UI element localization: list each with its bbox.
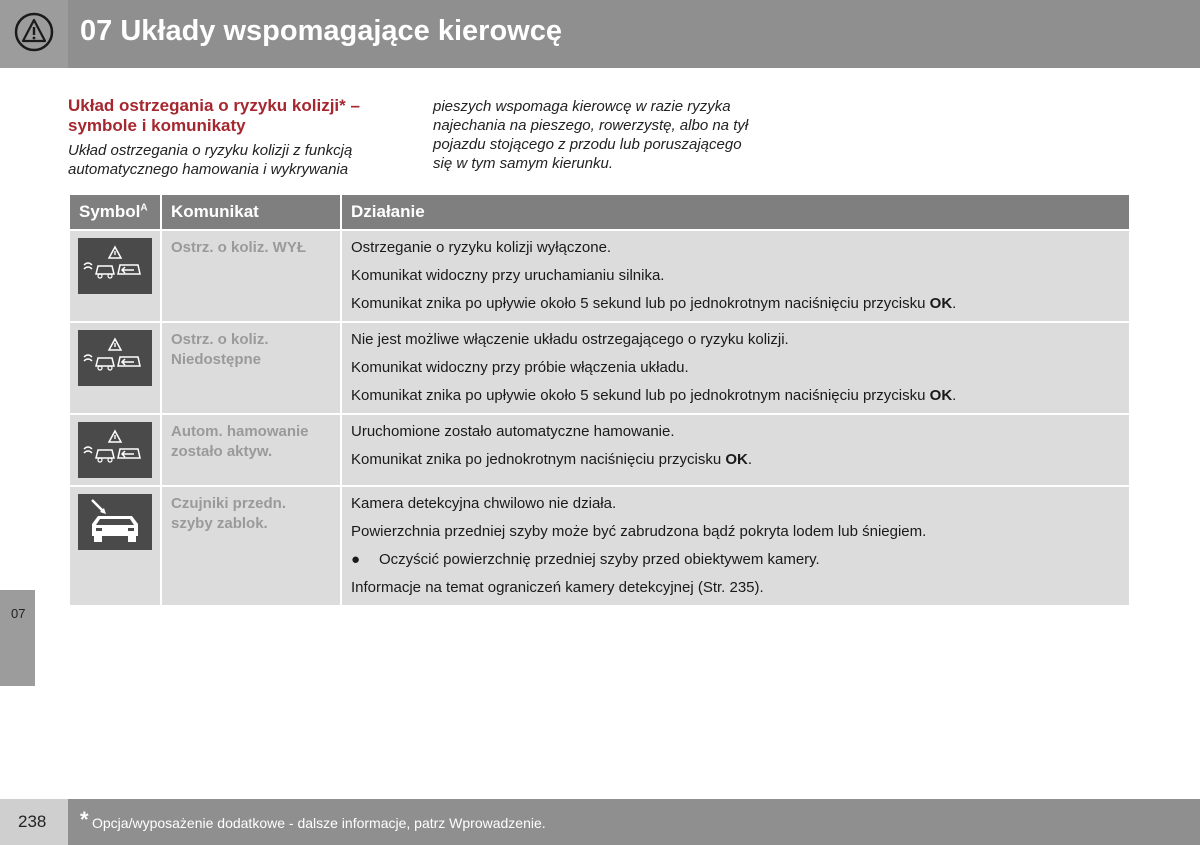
action-line: Komunikat znika po upływie około 5 sekund lub po jednokrotnym naciśnięciu przycisku OK. bbox=[351, 387, 957, 404]
table-row bbox=[70, 323, 1129, 413]
footnote-text: Opcja/wyposażenie dodatkowe - dalsze informacje, patrz Wprowadzenie. bbox=[92, 815, 546, 831]
symbol-cell bbox=[70, 231, 160, 321]
ok-button-reference: OK bbox=[725, 451, 748, 468]
header-bar bbox=[68, 0, 1200, 68]
table-row bbox=[70, 415, 1129, 485]
action-line: Powierzchnia przedniej szyby może być zabrudzona bądź pokryta lodem lub śniegiem. bbox=[351, 523, 927, 540]
intro-text-col2: pieszych wspomaga kierowcę w razie ryzyka najechania na pieszego, rowerzystę, albo na tył pojazdu stojącego z przodu lub poruszającego się w tym samym kierunku. bbox=[433, 98, 749, 172]
symbols-table bbox=[68, 193, 1131, 607]
message-cell: Ostrz. o koliz. WYŁ bbox=[162, 231, 340, 321]
footer-bar bbox=[68, 799, 1200, 845]
action-line: Ostrzeganie o ryzyku kolizji wyłączone. bbox=[351, 239, 612, 256]
action-line: Komunikat widoczny przy próbie włączenia układu. bbox=[351, 359, 689, 376]
action-line: Komunikat widoczny przy uruchamianiu silnika. bbox=[351, 267, 665, 284]
symbol-cell bbox=[70, 415, 160, 485]
warning-triangle-icon bbox=[14, 12, 54, 52]
camera-blocked-car-icon bbox=[78, 494, 152, 550]
table-row bbox=[70, 487, 1129, 605]
header-symbol: Symbol$^A$ bbox=[70, 195, 160, 229]
action-cell bbox=[342, 231, 1129, 321]
header-icon-area bbox=[0, 0, 68, 68]
bullet-dot-icon: ● bbox=[351, 551, 361, 568]
action-line: Komunikat znika po upływie około 5 sekund lub po jednokrotnym naciśnięciu przycisku OK. bbox=[351, 295, 957, 312]
action-note: Informacje na temat ograniczeń kamery detekcyjnej (Str. 235). bbox=[351, 579, 764, 596]
action-line: Nie jest możliwe włączenie układu ostrzegającego o ryzyku kolizji. bbox=[351, 331, 789, 348]
action-cell bbox=[342, 487, 1129, 605]
collision-warning-icon bbox=[78, 238, 152, 294]
page-title: 07 Układy wspomagające kierowcę bbox=[80, 15, 562, 47]
action-cell bbox=[342, 323, 1129, 413]
message-cell: Ostrz. o koliz. Niedostępne bbox=[162, 323, 340, 413]
action-line: Kamera detekcyjna chwilowo nie działa. bbox=[351, 495, 617, 512]
header-action: Działanie bbox=[342, 195, 1129, 229]
ok-button-reference: OK bbox=[929, 387, 953, 404]
footnote-star: * bbox=[80, 807, 89, 832]
collision-warning-icon bbox=[78, 330, 152, 386]
table-row bbox=[70, 231, 1129, 321]
intro-text-col1: Układ ostrzegania o ryzyku kolizji z funkcją automatycznego hamowania i wykrywania bbox=[68, 142, 353, 178]
action-line: Uruchomione zostało automatyczne hamowanie. bbox=[351, 423, 675, 440]
collision-warning-icon bbox=[78, 422, 152, 478]
action-cell bbox=[342, 415, 1129, 485]
page-number-area bbox=[0, 799, 68, 845]
message-cell: Czujniki przedn. szyby zablok. bbox=[162, 487, 340, 605]
header-message: Komunikat bbox=[162, 195, 340, 229]
action-line: Komunikat znika po jednokrotnym naciśnięciu przycisku OK. bbox=[351, 451, 753, 468]
ok-button-reference: OK bbox=[929, 295, 953, 312]
table-header-row bbox=[70, 195, 1129, 229]
section-title: Układ ostrzegania o ryzyku kolizji* – symbole i komunikaty bbox=[68, 96, 360, 135]
chapter-tab bbox=[0, 590, 35, 686]
page-number: 238 bbox=[18, 812, 47, 831]
message-cell: Autom. hamowanie zostało aktyw. bbox=[162, 415, 340, 485]
bullet-item: ● Oczyścić powierzchnię przedniej szyby przed obiektywem kamery. bbox=[351, 551, 820, 568]
chapter-tab-label: 07 bbox=[11, 606, 26, 621]
symbol-cell bbox=[70, 323, 160, 413]
symbol-cell bbox=[70, 487, 160, 605]
